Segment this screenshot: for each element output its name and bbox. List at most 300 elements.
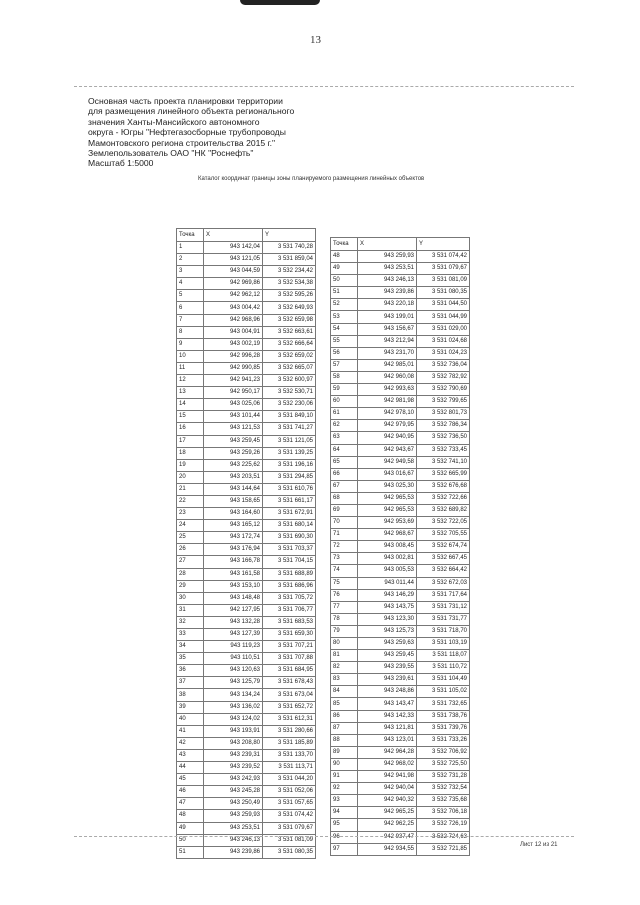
table-row <box>331 783 470 795</box>
page-number: 13 <box>310 34 321 46</box>
cell-x: 943 144,64 <box>204 483 263 495</box>
cell-x: 943 161,58 <box>204 568 263 580</box>
cell-point: 19 <box>177 459 204 471</box>
coordinates-table-right <box>330 237 470 856</box>
cell-y: 3 532 722,05 <box>417 517 470 529</box>
cell-y: 3 531 294,85 <box>263 471 316 483</box>
cell-point: 7 <box>177 314 204 326</box>
cell-y: 3 531 104,49 <box>417 674 470 686</box>
cell-point: 5 <box>177 290 204 302</box>
cell-y: 3 531 686,96 <box>263 580 316 592</box>
table-row <box>331 396 470 408</box>
cell-y: 3 531 074,42 <box>417 251 470 263</box>
cell-y: 3 531 738,76 <box>417 710 470 722</box>
cell-point: 67 <box>331 480 358 492</box>
cell-point: 37 <box>177 677 204 689</box>
cell-y: 3 531 024,68 <box>417 335 470 347</box>
cell-x: 943 004,42 <box>204 302 263 314</box>
cell-y: 3 531 105,02 <box>417 686 470 698</box>
cell-x: 943 239,86 <box>204 846 263 858</box>
cell-point: 36 <box>177 665 204 677</box>
cell-x: 942 940,04 <box>358 783 417 795</box>
cell-y: 3 532 676,68 <box>417 480 470 492</box>
table-row <box>331 807 470 819</box>
cell-y: 3 532 234,42 <box>263 266 316 278</box>
cell-y: 3 531 673,04 <box>263 689 316 701</box>
cell-point: 50 <box>177 834 204 846</box>
cell-y: 3 531 044,20 <box>263 774 316 786</box>
cell-point: 45 <box>177 774 204 786</box>
cell-y: 3 531 133,70 <box>263 749 316 761</box>
cell-x: 942 960,08 <box>358 371 417 383</box>
table-row <box>177 447 316 459</box>
cell-point: 57 <box>331 359 358 371</box>
cell-y: 3 531 688,89 <box>263 568 316 580</box>
cell-y: 3 531 113,71 <box>263 762 316 774</box>
cell-point: 81 <box>331 650 358 662</box>
cell-y: 3 532 706,92 <box>417 746 470 758</box>
cell-x: 943 203,51 <box>204 471 263 483</box>
table-row <box>177 604 316 616</box>
cell-point: 97 <box>331 843 358 855</box>
cell-y: 3 532 230,06 <box>263 399 316 411</box>
cell-point: 12 <box>177 375 204 387</box>
cell-x: 943 119,23 <box>204 641 263 653</box>
cell-y: 3 532 534,38 <box>263 278 316 290</box>
cell-x: 943 101,44 <box>204 411 263 423</box>
cell-x: 943 239,52 <box>204 762 263 774</box>
cell-point: 8 <box>177 326 204 338</box>
table-row <box>177 254 316 266</box>
cell-y: 3 531 029,00 <box>417 323 470 335</box>
header-line: значения Ханты-Мансийского автономного <box>88 116 260 127</box>
cell-y: 3 532 736,04 <box>417 359 470 371</box>
cell-x: 942 940,95 <box>358 432 417 444</box>
cell-point: 49 <box>331 263 358 275</box>
table-row <box>331 323 470 335</box>
cell-point: 26 <box>177 544 204 556</box>
table-row <box>177 556 316 568</box>
cell-x: 942 127,95 <box>204 604 263 616</box>
cell-y: 3 531 610,76 <box>263 483 316 495</box>
cell-point: 41 <box>177 725 204 737</box>
cell-y: 3 532 799,65 <box>417 396 470 408</box>
cell-y: 3 531 680,14 <box>263 520 316 532</box>
cell-point: 14 <box>177 399 204 411</box>
cell-point: 50 <box>331 275 358 287</box>
cell-x: 942 940,32 <box>358 795 417 807</box>
cell-point: 76 <box>331 589 358 601</box>
top-divider <box>74 86 574 87</box>
table-row <box>331 529 470 541</box>
cell-y: 3 532 664,42 <box>417 565 470 577</box>
cell-point: 48 <box>331 251 358 263</box>
cell-x: 942 996,28 <box>204 350 263 362</box>
cell-x: 943 044,59 <box>204 266 263 278</box>
cell-point: 35 <box>177 653 204 665</box>
cell-y: 3 532 786,34 <box>417 420 470 432</box>
table-row <box>331 420 470 432</box>
cell-y: 3 532 649,93 <box>263 302 316 314</box>
cell-x: 942 953,69 <box>358 517 417 529</box>
table-row <box>177 423 316 435</box>
cell-x: 943 120,63 <box>204 665 263 677</box>
cell-x: 943 259,26 <box>204 447 263 459</box>
cell-point: 28 <box>177 568 204 580</box>
cell-x: 942 934,55 <box>358 843 417 855</box>
cell-y: 3 531 706,77 <box>263 604 316 616</box>
table-row <box>331 553 470 565</box>
column-header-x: X <box>204 229 263 242</box>
table-row <box>177 641 316 653</box>
cell-y: 3 532 733,45 <box>417 444 470 456</box>
cell-point: 48 <box>177 810 204 822</box>
cell-point: 86 <box>331 710 358 722</box>
cell-point: 2 <box>177 254 204 266</box>
cell-y: 3 532 665,07 <box>263 362 316 374</box>
document-header <box>88 96 488 169</box>
table-row <box>177 362 316 374</box>
table-row <box>331 601 470 613</box>
table-header-row <box>331 238 470 251</box>
cell-y: 3 531 703,37 <box>263 544 316 556</box>
table-row <box>331 408 470 420</box>
cell-y: 3 531 080,35 <box>417 287 470 299</box>
table-row <box>177 616 316 628</box>
table-row <box>177 302 316 314</box>
table-row <box>331 650 470 662</box>
table-row <box>177 580 316 592</box>
table-row <box>331 674 470 686</box>
cell-y: 3 531 859,04 <box>263 254 316 266</box>
cell-x: 942 950,17 <box>204 387 263 399</box>
cell-x: 943 004,91 <box>204 326 263 338</box>
cell-point: 27 <box>177 556 204 568</box>
cell-y: 3 532 667,45 <box>417 553 470 565</box>
cell-y: 3 531 121,05 <box>263 435 316 447</box>
cell-point: 46 <box>177 786 204 798</box>
cell-y: 3 531 717,64 <box>417 589 470 601</box>
table-row <box>177 290 316 302</box>
cell-point: 90 <box>331 758 358 770</box>
cell-x: 943 134,24 <box>204 689 263 701</box>
cell-x: 943 208,80 <box>204 737 263 749</box>
cell-point: 56 <box>331 347 358 359</box>
cell-x: 943 025,06 <box>204 399 263 411</box>
cell-point: 30 <box>177 592 204 604</box>
cell-y: 3 532 782,92 <box>417 371 470 383</box>
cell-point: 3 <box>177 266 204 278</box>
table-row <box>331 275 470 287</box>
cell-y: 3 531 732,65 <box>417 698 470 710</box>
table-row <box>177 242 316 254</box>
cell-y: 3 531 672,91 <box>263 508 316 520</box>
cell-y: 3 531 741,27 <box>263 423 316 435</box>
cell-point: 31 <box>177 604 204 616</box>
cell-x: 943 143,75 <box>358 601 417 613</box>
cell-point: 54 <box>331 323 358 335</box>
cell-y: 3 532 689,82 <box>417 504 470 516</box>
cell-y: 3 531 079,67 <box>263 822 316 834</box>
table-row <box>177 326 316 338</box>
table-row <box>177 495 316 507</box>
cell-x: 943 127,39 <box>204 629 263 641</box>
cell-point: 21 <box>177 483 204 495</box>
cell-x: 943 193,91 <box>204 725 263 737</box>
cell-y: 3 532 732,54 <box>417 783 470 795</box>
cell-y: 3 531 684,95 <box>263 665 316 677</box>
cell-y: 3 531 079,67 <box>417 263 470 275</box>
cell-y: 3 531 081,09 <box>263 834 316 846</box>
table-row <box>177 266 316 278</box>
table-row <box>331 795 470 807</box>
cell-x: 943 166,78 <box>204 556 263 568</box>
cell-point: 77 <box>331 601 358 613</box>
cell-point: 24 <box>177 520 204 532</box>
header-line: округа - Югры "Нефтегазосборные трубопроводы <box>88 127 286 138</box>
cell-y: 3 532 721,85 <box>417 843 470 855</box>
table-row <box>331 504 470 516</box>
cell-y: 3 532 724,63 <box>417 831 470 843</box>
cell-y: 3 532 663,61 <box>263 326 316 338</box>
table-row <box>331 299 470 311</box>
table-row <box>177 665 316 677</box>
table-row <box>177 375 316 387</box>
cell-y: 3 531 690,30 <box>263 532 316 544</box>
table-row <box>177 762 316 774</box>
cell-point: 39 <box>177 701 204 713</box>
table-row <box>177 435 316 447</box>
cell-point: 29 <box>177 580 204 592</box>
cell-x: 943 158,65 <box>204 495 263 507</box>
cell-x: 942 941,98 <box>358 771 417 783</box>
table-row <box>177 568 316 580</box>
cell-point: 65 <box>331 456 358 468</box>
cell-y: 3 531 683,53 <box>263 616 316 628</box>
cell-point: 25 <box>177 532 204 544</box>
cell-x: 943 220,18 <box>358 299 417 311</box>
column-header-y: Y <box>263 229 316 242</box>
cell-point: 47 <box>177 798 204 810</box>
cell-x: 942 968,67 <box>358 529 417 541</box>
table-row <box>331 456 470 468</box>
cell-point: 43 <box>177 749 204 761</box>
cell-x: 943 253,51 <box>204 822 263 834</box>
cell-x: 943 110,51 <box>204 653 263 665</box>
cell-point: 22 <box>177 495 204 507</box>
table-row <box>331 771 470 783</box>
header-line: Землепользователь ОАО "НК "Роснефть" <box>88 148 254 159</box>
cell-y: 3 531 139,25 <box>263 447 316 459</box>
bottom-divider <box>74 836 574 837</box>
table-row <box>177 774 316 786</box>
cell-x: 942 981,98 <box>358 396 417 408</box>
cell-y: 3 532 726,19 <box>417 819 470 831</box>
cell-y: 3 531 705,72 <box>263 592 316 604</box>
column-header-x: X <box>358 238 417 251</box>
cell-point: 87 <box>331 722 358 734</box>
table-row <box>177 725 316 737</box>
table-row <box>177 689 316 701</box>
cell-y: 3 531 044,50 <box>417 299 470 311</box>
cell-point: 11 <box>177 362 204 374</box>
cell-x: 943 124,02 <box>204 713 263 725</box>
table-row <box>177 749 316 761</box>
table-row <box>177 314 316 326</box>
cell-x: 943 143,47 <box>358 698 417 710</box>
cell-y: 3 531 652,72 <box>263 701 316 713</box>
cell-y: 3 532 659,02 <box>263 350 316 362</box>
cell-point: 34 <box>177 641 204 653</box>
table-row <box>331 686 470 698</box>
cell-point: 74 <box>331 565 358 577</box>
cell-y: 3 532 790,69 <box>417 384 470 396</box>
cell-y: 3 532 735,68 <box>417 795 470 807</box>
cell-y: 3 531 044,99 <box>417 311 470 323</box>
cell-y: 3 531 110,72 <box>417 662 470 674</box>
cell-x: 943 156,67 <box>358 323 417 335</box>
cell-y: 3 531 740,28 <box>263 242 316 254</box>
table-row <box>177 846 316 858</box>
cell-x: 942 993,63 <box>358 384 417 396</box>
cell-y: 3 531 678,43 <box>263 677 316 689</box>
table-row <box>177 338 316 350</box>
cell-x: 943 121,05 <box>204 254 263 266</box>
cell-point: 88 <box>331 734 358 746</box>
column-header-point: Точка <box>331 238 358 251</box>
table-row <box>331 843 470 855</box>
cell-y: 3 532 530,71 <box>263 387 316 399</box>
table-row <box>177 544 316 556</box>
cell-x: 943 123,01 <box>358 734 417 746</box>
table-row <box>331 251 470 263</box>
table-row <box>177 532 316 544</box>
table-row <box>331 831 470 843</box>
cell-y: 3 531 849,10 <box>263 411 316 423</box>
cell-x: 943 259,93 <box>204 810 263 822</box>
table-row <box>177 592 316 604</box>
cell-point: 38 <box>177 689 204 701</box>
cell-x: 942 962,25 <box>358 819 417 831</box>
table-row <box>177 713 316 725</box>
cell-point: 53 <box>331 311 358 323</box>
table-row <box>177 278 316 290</box>
cell-point: 33 <box>177 629 204 641</box>
cell-point: 58 <box>331 371 358 383</box>
cell-x: 942 943,67 <box>358 444 417 456</box>
cell-point: 10 <box>177 350 204 362</box>
table-row <box>331 722 470 734</box>
cell-point: 73 <box>331 553 358 565</box>
cell-x: 943 142,33 <box>358 710 417 722</box>
cell-x: 942 965,25 <box>358 807 417 819</box>
table-row <box>331 335 470 347</box>
cell-x: 942 941,23 <box>204 375 263 387</box>
cell-y: 3 531 080,35 <box>263 846 316 858</box>
cell-x: 943 146,29 <box>358 589 417 601</box>
cell-point: 15 <box>177 411 204 423</box>
cell-x: 943 212,94 <box>358 335 417 347</box>
cell-x: 943 164,60 <box>204 508 263 520</box>
cell-x: 943 011,44 <box>358 577 417 589</box>
table-header-row <box>177 229 316 242</box>
table-row <box>331 517 470 529</box>
cell-point: 40 <box>177 713 204 725</box>
table-row <box>331 359 470 371</box>
cell-x: 943 239,31 <box>204 749 263 761</box>
cell-y: 3 532 725,50 <box>417 758 470 770</box>
cell-x: 943 199,01 <box>358 311 417 323</box>
sheet-label: Лист 12 из 21 <box>520 842 558 848</box>
cell-x: 943 132,28 <box>204 616 263 628</box>
cell-point: 18 <box>177 447 204 459</box>
column-header-y: Y <box>417 238 470 251</box>
cell-x: 942 937,47 <box>358 831 417 843</box>
cell-x: 943 123,30 <box>358 613 417 625</box>
cell-x: 943 121,81 <box>358 722 417 734</box>
cell-point: 96 <box>331 831 358 843</box>
table-row <box>331 577 470 589</box>
table-row <box>331 698 470 710</box>
cell-y: 3 532 736,50 <box>417 432 470 444</box>
table-row <box>331 589 470 601</box>
cell-point: 52 <box>331 299 358 311</box>
table-row <box>331 480 470 492</box>
cell-x: 943 259,93 <box>358 251 417 263</box>
cell-point: 63 <box>331 432 358 444</box>
table-row <box>331 287 470 299</box>
table-row <box>331 613 470 625</box>
cell-y: 3 531 074,42 <box>263 810 316 822</box>
cell-y: 3 532 722,66 <box>417 492 470 504</box>
cell-point: 32 <box>177 616 204 628</box>
column-header-point: Точка <box>177 229 204 242</box>
cell-x: 943 125,73 <box>358 625 417 637</box>
cell-x: 943 142,04 <box>204 242 263 254</box>
cell-point: 79 <box>331 625 358 637</box>
cell-y: 3 532 659,98 <box>263 314 316 326</box>
cell-y: 3 531 731,77 <box>417 613 470 625</box>
table-row <box>331 662 470 674</box>
cell-y: 3 532 706,18 <box>417 807 470 819</box>
table-row <box>177 520 316 532</box>
cell-x: 942 990,85 <box>204 362 263 374</box>
cell-y: 3 531 196,16 <box>263 459 316 471</box>
cell-point: 62 <box>331 420 358 432</box>
cell-point: 78 <box>331 613 358 625</box>
cell-point: 83 <box>331 674 358 686</box>
table-row <box>331 819 470 831</box>
cell-point: 13 <box>177 387 204 399</box>
cell-x: 943 005,53 <box>358 565 417 577</box>
table-row <box>331 746 470 758</box>
cell-x: 943 148,48 <box>204 592 263 604</box>
cell-point: 17 <box>177 435 204 447</box>
cell-y: 3 531 704,15 <box>263 556 316 568</box>
cell-y: 3 532 731,28 <box>417 771 470 783</box>
cell-x: 943 259,45 <box>358 650 417 662</box>
table-row <box>331 384 470 396</box>
cell-x: 942 965,53 <box>358 504 417 516</box>
cell-y: 3 532 672,03 <box>417 577 470 589</box>
cell-x: 943 125,79 <box>204 677 263 689</box>
table-row <box>177 350 316 362</box>
cell-point: 42 <box>177 737 204 749</box>
cell-x: 943 136,02 <box>204 701 263 713</box>
table-row <box>177 822 316 834</box>
cell-point: 69 <box>331 504 358 516</box>
cell-point: 93 <box>331 795 358 807</box>
